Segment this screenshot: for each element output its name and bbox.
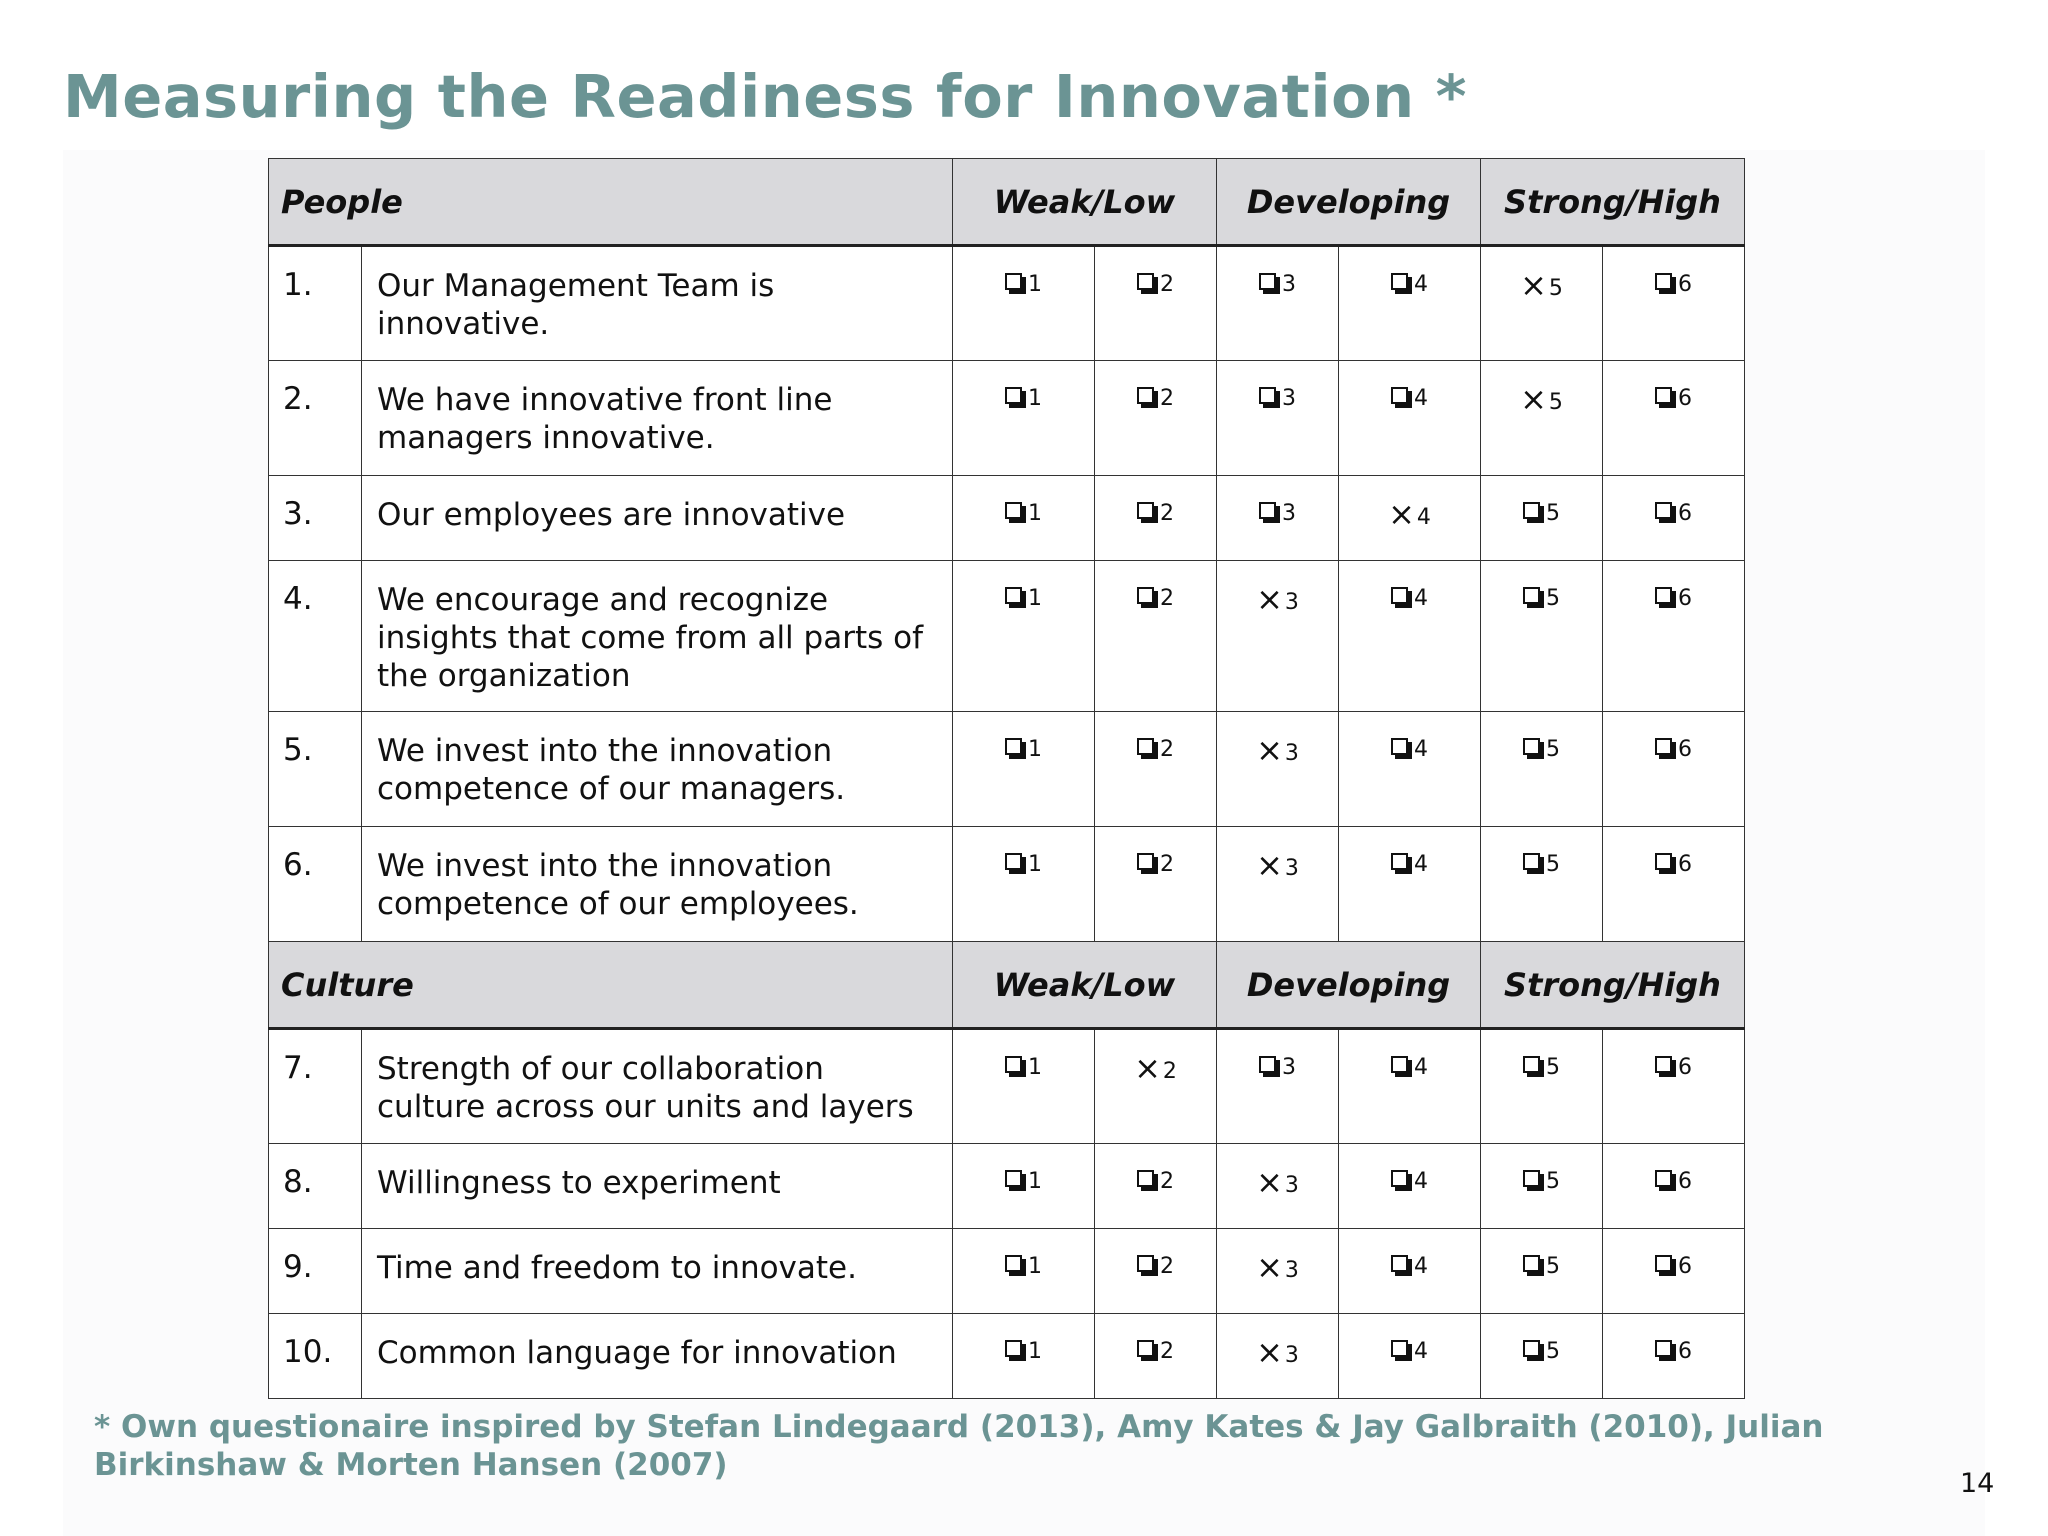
rating-option-number: 6 xyxy=(1678,1169,1692,1194)
checkbox-icon[interactable] xyxy=(1655,387,1677,409)
question-row xyxy=(269,476,1745,561)
x-mark-icon[interactable]: × xyxy=(1256,846,1283,884)
rating-option-4[interactable] xyxy=(1339,1229,1481,1314)
question-statement: Our Management Team is innovative. xyxy=(362,246,953,361)
checkbox-icon[interactable] xyxy=(1391,1170,1413,1192)
rating-option-mark[interactable] xyxy=(1256,1163,1299,1201)
rating-option-3[interactable] xyxy=(1217,1229,1339,1314)
rating-option-number: 3 xyxy=(1282,1055,1296,1080)
rating-option-number: 1 xyxy=(1028,852,1042,877)
rating-option-mark[interactable] xyxy=(1137,1168,1174,1192)
rating-option-mark[interactable] xyxy=(1137,851,1174,875)
rating-option-number: 2 xyxy=(1160,737,1174,762)
rating-option-number: 1 xyxy=(1028,1169,1042,1194)
rating-option-mark[interactable] xyxy=(1388,495,1431,533)
rating-option-number: 6 xyxy=(1678,586,1692,611)
rating-option-3[interactable] xyxy=(1217,246,1339,361)
checkbox-icon[interactable] xyxy=(1005,587,1027,609)
question-statement: Time and freedom to innovate. xyxy=(362,1229,953,1314)
rating-band-header: Weak/Low xyxy=(953,159,1217,246)
rating-option-5[interactable] xyxy=(1481,1229,1603,1314)
rating-option-mark[interactable] xyxy=(1134,1049,1177,1087)
rating-option-3[interactable] xyxy=(1217,561,1339,712)
rating-option-number: 4 xyxy=(1416,505,1431,530)
rating-option-number: 4 xyxy=(1414,1339,1428,1364)
question-number: 7. xyxy=(269,1029,362,1144)
rating-option-4[interactable] xyxy=(1339,561,1481,712)
rating-option-5[interactable] xyxy=(1481,1144,1603,1229)
checkbox-icon[interactable] xyxy=(1005,1340,1027,1362)
checkbox-icon[interactable] xyxy=(1259,502,1281,524)
rating-option-mark[interactable] xyxy=(1523,1054,1560,1078)
rating-option-mark[interactable] xyxy=(1523,585,1560,609)
question-statement: We have innovative front line managers innovative. xyxy=(362,361,953,476)
rating-band-header: Weak/Low xyxy=(953,942,1217,1029)
rating-option-4[interactable] xyxy=(1339,827,1481,942)
question-statement: Our employees are innovative xyxy=(362,476,953,561)
rating-option-4[interactable] xyxy=(1339,1314,1481,1399)
rating-option-number: 5 xyxy=(1546,1254,1560,1279)
rating-option-2[interactable] xyxy=(1095,561,1217,712)
rating-option-mark[interactable] xyxy=(1005,1338,1042,1362)
checkbox-icon[interactable] xyxy=(1259,273,1281,295)
checkbox-icon[interactable] xyxy=(1005,273,1027,295)
rating-option-1[interactable] xyxy=(953,1029,1095,1144)
checkbox-icon[interactable] xyxy=(1137,273,1159,295)
rating-option-mark[interactable] xyxy=(1005,1054,1042,1078)
checkbox-icon[interactable] xyxy=(1137,587,1159,609)
rating-option-3[interactable] xyxy=(1217,1029,1339,1144)
rating-option-number: 4 xyxy=(1414,852,1428,877)
rating-option-number: 3 xyxy=(1282,272,1296,297)
rating-option-mark[interactable] xyxy=(1005,736,1042,760)
rating-option-number: 4 xyxy=(1414,1169,1428,1194)
rating-option-number: 5 xyxy=(1546,852,1560,877)
rating-option-mark[interactable] xyxy=(1005,585,1042,609)
rating-option-number: 6 xyxy=(1678,272,1692,297)
rating-option-5[interactable] xyxy=(1481,361,1603,476)
rating-option-3[interactable] xyxy=(1217,1314,1339,1399)
rating-option-number: 4 xyxy=(1414,386,1428,411)
rating-option-mark[interactable] xyxy=(1256,1248,1299,1286)
rating-option-1[interactable] xyxy=(953,827,1095,942)
checkbox-icon[interactable] xyxy=(1655,587,1677,609)
rating-option-number: 6 xyxy=(1678,737,1692,762)
rating-option-number: 6 xyxy=(1678,852,1692,877)
rating-option-number: 2 xyxy=(1160,852,1174,877)
rating-option-4[interactable] xyxy=(1339,246,1481,361)
rating-option-mark[interactable] xyxy=(1259,271,1296,295)
rating-option-mark[interactable] xyxy=(1520,380,1563,418)
rating-option-3[interactable] xyxy=(1217,827,1339,942)
rating-option-mark[interactable] xyxy=(1005,1253,1042,1277)
rating-option-6[interactable] xyxy=(1603,246,1745,361)
rating-option-1[interactable] xyxy=(953,476,1095,561)
rating-option-mark[interactable] xyxy=(1137,500,1174,524)
rating-option-mark[interactable] xyxy=(1256,846,1299,884)
rating-option-number: 1 xyxy=(1028,501,1042,526)
x-mark-icon[interactable]: × xyxy=(1388,495,1415,533)
checkbox-icon[interactable] xyxy=(1523,1170,1545,1192)
rating-option-number: 1 xyxy=(1028,386,1042,411)
rating-option-number: 5 xyxy=(1546,1169,1560,1194)
rating-option-mark[interactable] xyxy=(1391,271,1428,295)
rating-option-4[interactable] xyxy=(1339,712,1481,827)
rating-option-mark[interactable] xyxy=(1259,1054,1296,1078)
checkbox-icon[interactable] xyxy=(1005,502,1027,524)
x-mark-icon[interactable]: × xyxy=(1520,380,1547,418)
x-mark-icon[interactable]: × xyxy=(1256,1163,1283,1201)
rating-option-6[interactable] xyxy=(1603,476,1745,561)
rating-option-number: 1 xyxy=(1028,1055,1042,1080)
rating-option-mark[interactable] xyxy=(1523,1168,1560,1192)
rating-option-mark[interactable] xyxy=(1391,1054,1428,1078)
rating-option-2[interactable] xyxy=(1095,1314,1217,1399)
question-statement: We invest into the innovation competence of our employees. xyxy=(362,827,953,942)
rating-option-1[interactable] xyxy=(953,561,1095,712)
rating-option-1[interactable] xyxy=(953,1229,1095,1314)
x-mark-icon[interactable]: × xyxy=(1256,731,1283,769)
checkbox-icon[interactable] xyxy=(1523,587,1545,609)
rating-option-mark[interactable] xyxy=(1005,1168,1042,1192)
question-number: 1. xyxy=(269,246,362,361)
checkbox-icon[interactable] xyxy=(1391,1255,1413,1277)
readiness-survey-table xyxy=(268,158,1745,1399)
question-statement: Common language for innovation xyxy=(362,1314,953,1399)
question-number: 3. xyxy=(269,476,362,561)
rating-option-number: 5 xyxy=(1546,586,1560,611)
rating-option-number: 6 xyxy=(1678,1339,1692,1364)
checkbox-icon[interactable] xyxy=(1655,1170,1677,1192)
checkbox-icon[interactable] xyxy=(1391,587,1413,609)
question-row xyxy=(269,712,1745,827)
rating-option-number: 6 xyxy=(1678,1254,1692,1279)
rating-option-number: 2 xyxy=(1160,586,1174,611)
question-row xyxy=(269,1144,1745,1229)
rating-option-6[interactable] xyxy=(1603,827,1745,942)
rating-option-number: 3 xyxy=(1282,386,1296,411)
rating-option-6[interactable] xyxy=(1603,1314,1745,1399)
rating-option-5[interactable] xyxy=(1481,476,1603,561)
rating-option-number: 1 xyxy=(1028,586,1042,611)
checkbox-icon[interactable] xyxy=(1655,502,1677,524)
rating-option-number: 3 xyxy=(1284,741,1299,766)
x-mark-icon[interactable]: × xyxy=(1256,1333,1283,1371)
checkbox-icon[interactable] xyxy=(1391,853,1413,875)
rating-option-number: 2 xyxy=(1160,1254,1174,1279)
checkbox-icon[interactable] xyxy=(1655,273,1677,295)
question-number: 5. xyxy=(269,712,362,827)
section-header-row xyxy=(269,159,1745,246)
rating-option-number: 1 xyxy=(1028,1339,1042,1364)
rating-option-6[interactable] xyxy=(1603,1229,1745,1314)
rating-option-mark[interactable] xyxy=(1523,851,1560,875)
rating-option-number: 3 xyxy=(1284,1173,1299,1198)
rating-option-number: 5 xyxy=(1548,276,1563,301)
page-title: Measuring the Readiness for Innovation * xyxy=(63,62,1467,131)
rating-option-1[interactable] xyxy=(953,246,1095,361)
rating-option-mark[interactable] xyxy=(1655,1253,1692,1277)
rating-option-6[interactable] xyxy=(1603,561,1745,712)
checkbox-icon[interactable] xyxy=(1391,738,1413,760)
question-row xyxy=(269,827,1745,942)
checkbox-icon[interactable] xyxy=(1523,1255,1545,1277)
rating-option-number: 3 xyxy=(1284,1343,1299,1368)
checkbox-icon[interactable] xyxy=(1391,1340,1413,1362)
rating-option-mark[interactable] xyxy=(1391,385,1428,409)
question-row xyxy=(269,1029,1745,1144)
rating-option-3[interactable] xyxy=(1217,361,1339,476)
checkbox-icon[interactable] xyxy=(1259,1056,1281,1078)
checkbox-icon[interactable] xyxy=(1655,1056,1677,1078)
rating-option-number: 4 xyxy=(1414,1055,1428,1080)
rating-option-4[interactable] xyxy=(1339,476,1481,561)
checkbox-icon[interactable] xyxy=(1005,738,1027,760)
rating-option-mark[interactable] xyxy=(1520,266,1563,304)
rating-option-mark[interactable] xyxy=(1391,585,1428,609)
footnote: * Own questionaire inspired by Stefan Lindegaard (2013), Amy Kates & Jay Galbraith (2010), Julian Birkinshaw & Morten Hansen (2007) xyxy=(94,1409,1824,1483)
question-statement: We invest into the innovation competence of our managers. xyxy=(362,712,953,827)
x-mark-icon[interactable]: × xyxy=(1256,580,1283,618)
checkbox-icon[interactable] xyxy=(1655,738,1677,760)
checkbox-icon[interactable] xyxy=(1523,1056,1545,1078)
rating-option-number: 2 xyxy=(1160,386,1174,411)
rating-option-mark[interactable] xyxy=(1137,385,1174,409)
rating-option-6[interactable] xyxy=(1603,361,1745,476)
rating-option-number: 1 xyxy=(1028,272,1042,297)
rating-option-number: 3 xyxy=(1284,856,1299,881)
rating-option-mark[interactable] xyxy=(1137,585,1174,609)
rating-option-mark[interactable] xyxy=(1655,1054,1692,1078)
checkbox-icon[interactable] xyxy=(1137,502,1159,524)
rating-option-mark[interactable] xyxy=(1523,500,1560,524)
checkbox-icon[interactable] xyxy=(1655,1340,1677,1362)
question-row xyxy=(269,1229,1745,1314)
rating-option-number: 3 xyxy=(1284,1258,1299,1283)
rating-option-mark[interactable] xyxy=(1655,736,1692,760)
rating-option-mark[interactable] xyxy=(1655,851,1692,875)
rating-option-6[interactable] xyxy=(1603,712,1745,827)
rating-option-number: 5 xyxy=(1546,501,1560,526)
checkbox-icon[interactable] xyxy=(1391,387,1413,409)
rating-option-6[interactable] xyxy=(1603,1144,1745,1229)
rating-option-2[interactable] xyxy=(1095,1144,1217,1229)
checkbox-icon[interactable] xyxy=(1523,853,1545,875)
rating-option-2[interactable] xyxy=(1095,1229,1217,1314)
rating-option-2[interactable] xyxy=(1095,476,1217,561)
checkbox-icon[interactable] xyxy=(1005,387,1027,409)
rating-option-1[interactable] xyxy=(953,712,1095,827)
rating-option-number: 4 xyxy=(1414,737,1428,762)
question-statement: We encourage and recognize insights that come from all parts of the organization xyxy=(362,561,953,712)
question-number: 2. xyxy=(269,361,362,476)
checkbox-icon[interactable] xyxy=(1005,1255,1027,1277)
question-row xyxy=(269,561,1745,712)
rating-option-2[interactable] xyxy=(1095,712,1217,827)
rating-option-mark[interactable] xyxy=(1256,1333,1299,1371)
rating-option-3[interactable] xyxy=(1217,476,1339,561)
checkbox-icon[interactable] xyxy=(1005,1056,1027,1078)
rating-option-2[interactable] xyxy=(1095,1029,1217,1144)
page-number: 14 xyxy=(1960,1468,1995,1499)
rating-option-number: 5 xyxy=(1546,1339,1560,1364)
rating-option-mark[interactable] xyxy=(1655,1338,1692,1362)
rating-option-number: 2 xyxy=(1160,1169,1174,1194)
rating-option-4[interactable] xyxy=(1339,361,1481,476)
checkbox-icon[interactable] xyxy=(1523,502,1545,524)
rating-option-mark[interactable] xyxy=(1256,731,1299,769)
rating-option-5[interactable] xyxy=(1481,712,1603,827)
rating-option-number: 5 xyxy=(1546,737,1560,762)
checkbox-icon[interactable] xyxy=(1137,1170,1159,1192)
rating-option-5[interactable] xyxy=(1481,827,1603,942)
rating-option-mark[interactable] xyxy=(1005,385,1042,409)
checkbox-icon[interactable] xyxy=(1137,853,1159,875)
rating-option-3[interactable] xyxy=(1217,1144,1339,1229)
checkbox-icon[interactable] xyxy=(1655,853,1677,875)
question-number: 6. xyxy=(269,827,362,942)
rating-option-mark[interactable] xyxy=(1259,385,1296,409)
rating-option-number: 6 xyxy=(1678,501,1692,526)
rating-option-1[interactable] xyxy=(953,1144,1095,1229)
rating-option-5[interactable] xyxy=(1481,561,1603,712)
rating-option-2[interactable] xyxy=(1095,246,1217,361)
rating-option-number: 4 xyxy=(1414,586,1428,611)
question-number: 10. xyxy=(269,1314,362,1399)
rating-option-mark[interactable] xyxy=(1655,385,1692,409)
rating-option-mark[interactable] xyxy=(1137,271,1174,295)
rating-option-1[interactable] xyxy=(953,361,1095,476)
checkbox-icon[interactable] xyxy=(1523,1340,1545,1362)
rating-option-number: 1 xyxy=(1028,737,1042,762)
rating-option-2[interactable] xyxy=(1095,361,1217,476)
checkbox-icon[interactable] xyxy=(1137,387,1159,409)
x-mark-icon[interactable]: × xyxy=(1256,1248,1283,1286)
checkbox-icon[interactable] xyxy=(1137,738,1159,760)
checkbox-icon[interactable] xyxy=(1005,853,1027,875)
section-name: Culture xyxy=(269,942,953,1029)
rating-option-mark[interactable] xyxy=(1391,1253,1428,1277)
checkbox-icon[interactable] xyxy=(1137,1340,1159,1362)
question-statement: Willingness to experiment xyxy=(362,1144,953,1229)
rating-option-number: 2 xyxy=(1162,1059,1177,1084)
rating-option-mark[interactable] xyxy=(1137,736,1174,760)
rating-option-mark[interactable] xyxy=(1137,1338,1174,1362)
rating-option-mark[interactable] xyxy=(1391,736,1428,760)
rating-option-number: 1 xyxy=(1028,1254,1042,1279)
rating-option-mark[interactable] xyxy=(1137,1253,1174,1277)
question-row xyxy=(269,1314,1745,1399)
x-mark-icon[interactable]: × xyxy=(1134,1049,1161,1087)
rating-option-mark[interactable] xyxy=(1523,1338,1560,1362)
rating-option-mark[interactable] xyxy=(1005,271,1042,295)
x-mark-icon[interactable]: × xyxy=(1520,266,1547,304)
rating-band-header: Developing xyxy=(1217,942,1481,1029)
rating-option-mark[interactable] xyxy=(1259,500,1296,524)
question-row xyxy=(269,246,1745,361)
rating-option-number: 3 xyxy=(1282,501,1296,526)
rating-option-mark[interactable] xyxy=(1523,736,1560,760)
rating-option-number: 3 xyxy=(1284,590,1299,615)
rating-band-header: Strong/High xyxy=(1481,942,1745,1029)
rating-band-header: Strong/High xyxy=(1481,159,1745,246)
rating-option-5[interactable] xyxy=(1481,1029,1603,1144)
checkbox-icon[interactable] xyxy=(1391,273,1413,295)
rating-option-mark[interactable] xyxy=(1005,851,1042,875)
rating-option-2[interactable] xyxy=(1095,827,1217,942)
question-number: 4. xyxy=(269,561,362,712)
rating-option-number: 6 xyxy=(1678,386,1692,411)
rating-option-5[interactable] xyxy=(1481,1314,1603,1399)
checkbox-icon[interactable] xyxy=(1523,738,1545,760)
rating-band-header: Developing xyxy=(1217,159,1481,246)
rating-option-4[interactable] xyxy=(1339,1029,1481,1144)
rating-option-mark[interactable] xyxy=(1256,580,1299,618)
rating-option-number: 2 xyxy=(1160,501,1174,526)
rating-option-mark[interactable] xyxy=(1391,851,1428,875)
question-row xyxy=(269,361,1745,476)
rating-option-number: 5 xyxy=(1548,390,1563,415)
checkbox-icon[interactable] xyxy=(1655,1255,1677,1277)
section-name: People xyxy=(269,159,953,246)
rating-option-number: 2 xyxy=(1160,272,1174,297)
checkbox-icon[interactable] xyxy=(1137,1255,1159,1277)
rating-option-mark[interactable] xyxy=(1655,585,1692,609)
rating-option-5[interactable] xyxy=(1481,246,1603,361)
rating-option-mark[interactable] xyxy=(1655,500,1692,524)
question-statement: Strength of our collaboration culture across our units and layers xyxy=(362,1029,953,1144)
rating-option-number: 6 xyxy=(1678,1055,1692,1080)
rating-option-number: 5 xyxy=(1546,1055,1560,1080)
rating-option-3[interactable] xyxy=(1217,712,1339,827)
checkbox-icon[interactable] xyxy=(1259,387,1281,409)
rating-option-mark[interactable] xyxy=(1523,1253,1560,1277)
rating-option-1[interactable] xyxy=(953,1314,1095,1399)
rating-option-mark[interactable] xyxy=(1391,1168,1428,1192)
question-number: 8. xyxy=(269,1144,362,1229)
checkbox-icon[interactable] xyxy=(1005,1170,1027,1192)
rating-option-6[interactable] xyxy=(1603,1029,1745,1144)
rating-option-mark[interactable] xyxy=(1655,1168,1692,1192)
rating-option-mark[interactable] xyxy=(1005,500,1042,524)
rating-option-number: 2 xyxy=(1160,1339,1174,1364)
rating-option-mark[interactable] xyxy=(1655,271,1692,295)
checkbox-icon[interactable] xyxy=(1391,1056,1413,1078)
rating-option-4[interactable] xyxy=(1339,1144,1481,1229)
section-header-row xyxy=(269,942,1745,1029)
question-number: 9. xyxy=(269,1229,362,1314)
rating-option-number: 4 xyxy=(1414,272,1428,297)
rating-option-number: 4 xyxy=(1414,1254,1428,1279)
rating-option-mark[interactable] xyxy=(1391,1338,1428,1362)
